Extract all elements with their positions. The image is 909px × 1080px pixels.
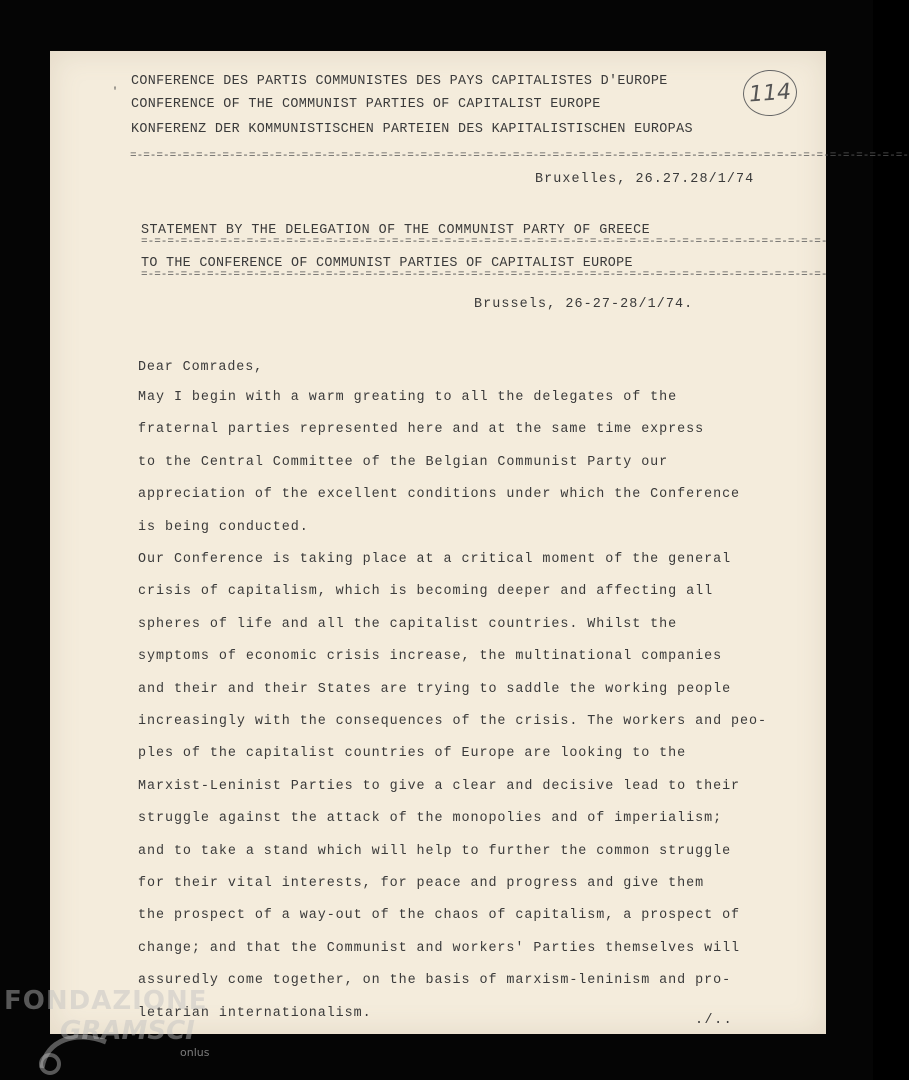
title-dash-rule-2: =-=-=-=-=-=-=-=-=-=-=-=-=-=-=-=-=-=-=-=-=-=-=-=-=-=-=-=-=-=-=-=-=-=-=-=-=-=-=-=-=-=-=-=-=-=-=-=-=-=-=-=-: [141, 269, 828, 281]
body-line: to the Central Committee of the Belgian Communist Party our: [138, 454, 669, 470]
watermark-line-1: FONDAZIONE: [4, 986, 208, 1016]
continuation-mark: ./..: [695, 1013, 734, 1028]
body-line: fraternal parties represented here and at the same time express: [138, 422, 705, 438]
body-line: increasingly with the consequences of the crisis. The workers and peo-: [138, 714, 767, 729]
watermark-line-2: GRAMSCI: [60, 1016, 195, 1046]
body-line: Marxist-Leninist Parties to give a clear and decisive lead to their: [138, 778, 741, 794]
salutation: Dear Comrades,: [138, 360, 264, 375]
header-line-french: CONFERENCE DES PARTIS COMMUNISTES DES PAYS CAPITALISTES D'EUROPE: [131, 74, 668, 89]
body-line: change; and that the Communist and workers' Parties themselves will: [138, 940, 741, 956]
statement-title-line-2: TO THE CONFERENCE OF COMMUNIST PARTIES OF CAPITALIST EUROPE: [141, 256, 633, 271]
body-line: the prospect of a way-out of the chaos of capitalism, a prospect of: [138, 908, 741, 924]
stray-mark: ': [112, 87, 119, 98]
body-line: for their vital interests, for peace and progress and give them: [138, 876, 705, 891]
body-line: struggle against the attack of the monopolies and of imperialism;: [138, 811, 723, 827]
date-bruxelles: Bruxelles, 26.27.28/1/74: [535, 172, 755, 187]
body-line: spheres of life and all the capitalist countries. Whilst the: [138, 616, 678, 632]
body-line: and their and their States are trying to saddle the working people: [138, 681, 732, 697]
body-line: letarian internationalism.: [138, 1005, 372, 1021]
statement-title-line-1: STATEMENT BY THE DELEGATION OF THE COMMUNIST PARTY OF GREECE: [141, 223, 651, 238]
date-brussels: Brussels, 26-27-28/1/74.: [474, 297, 694, 312]
header-line-german: KONFERENZ DER KOMMUNISTISCHEN PARTEIEN DES KAPITALISTISCHEN EUROPAS: [131, 122, 693, 137]
body-line: ples of the capitalist countries of Europe are looking to the: [138, 746, 687, 762]
header-line-english: CONFERENCE OF THE COMMUNIST PARTIES OF CAPITALIST EUROPE: [131, 97, 601, 112]
body-line: appreciation of the excellent conditions under which the Conference: [138, 487, 741, 503]
typewritten-page: [50, 51, 909, 1034]
body-line: and to take a stand which will help to further the common struggle: [138, 843, 732, 859]
body-line: is being conducted.: [138, 519, 309, 535]
body-line: symptoms of economic crisis increase, the multinational companies: [138, 649, 723, 665]
title-dash-rule-1: =-=-=-=-=-=-=-=-=-=-=-=-=-=-=-=-=-=-=-=-=-=-=-=-=-=-=-=-=-=-=-=-=-=-=-=-=-=-=-=-=-=-=-=-=-=-=-=-=-=-=-=-: [141, 236, 828, 248]
header-dash-rule: =-=-=-=-=-=-=-=-=-=-=-=-=-=-=-=-=-=-=-=-=-=-=-=-=-=-=-=-=-=-=-=-=-=-=-=-=-=-=-=-=-=-=-=-=-=-=-=-=-=-=-=-=-=-=-=-=-=-=-: [130, 150, 909, 162]
watermark-line-3: onlus: [180, 1046, 210, 1059]
body-line: May I begin with a warm greating to all the delegates of the: [138, 390, 678, 405]
archive-number-stamp: 114: [741, 68, 798, 118]
body-line: Our Conference is taking place at a critical moment of the general: [138, 552, 732, 567]
body-line: crisis of capitalism, which is becoming deeper and affecting all: [138, 584, 714, 600]
body-line: assuredly come together, on the basis of marxism-leninism and pro-: [138, 973, 732, 989]
